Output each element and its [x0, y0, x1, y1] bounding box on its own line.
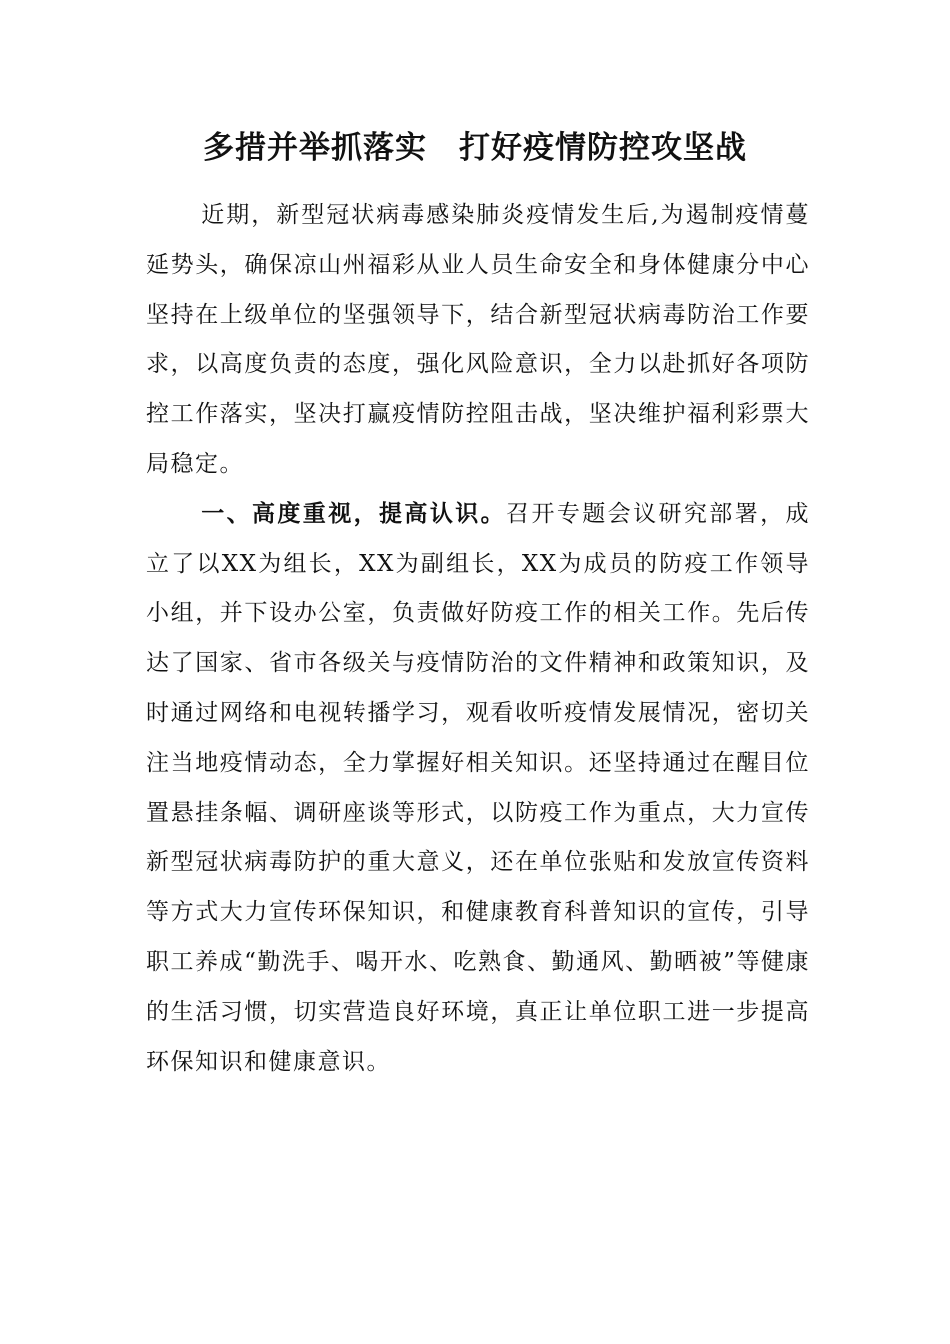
- intro-paragraph: [146, 191, 810, 490]
- document-body: [146, 191, 810, 1087]
- section-one-text: 召开专题会议研究部署，成立了以XX为组长，XX为副组长，XX为成员的防疫工作领导小组，并下设办公室，负责做好防疫工作的相关工作。先后传达了国家、省市各级关与疫情防治的文件精神和政策知识，及时通过网络和电视转播学习，观看收听疫情发展情况，密切关注当地疫情动态，全力掌握好相关知识。还坚持通过在醒目位置悬挂条幅、调研座谈等形式，以防疫工作为重点，大力宣传新型冠状病毒防护的重大意义，还在单位张贴和发放宣传资料等方式大力宣传环保知识，和健康教育科普知识的宣传，引导职工养成“勤洗手、喝开水、吃熟食、勤通风、勤晒被”等健康的生活习惯，切实营造良好环境，真正让单位职工进一步提高环保知识和健康意识。: [146, 500, 811, 1075]
- section-one-paragraph: [146, 490, 810, 1088]
- intro-paragraph-text: 近期，新型冠状病毒感染肺炎疫情发生后,为遏制疫情蔓延势头，确保凉山州福彩从业人员生命安全和身体健康分中心坚持在上级单位的坚强领导下，结合新型冠状病毒防治工作要求，以高度负责的态度，强化风险意识，全力以赴抓好各项防控工作落实，坚决打赢疫情防控阻击战，坚决维护福利彩票大局稳定。: [146, 202, 810, 477]
- section-one-heading: 一、高度重视，提高认识。: [201, 500, 507, 527]
- document-title: 多措并举抓落实 打好疫情防控攻坚战: [203, 130, 747, 166]
